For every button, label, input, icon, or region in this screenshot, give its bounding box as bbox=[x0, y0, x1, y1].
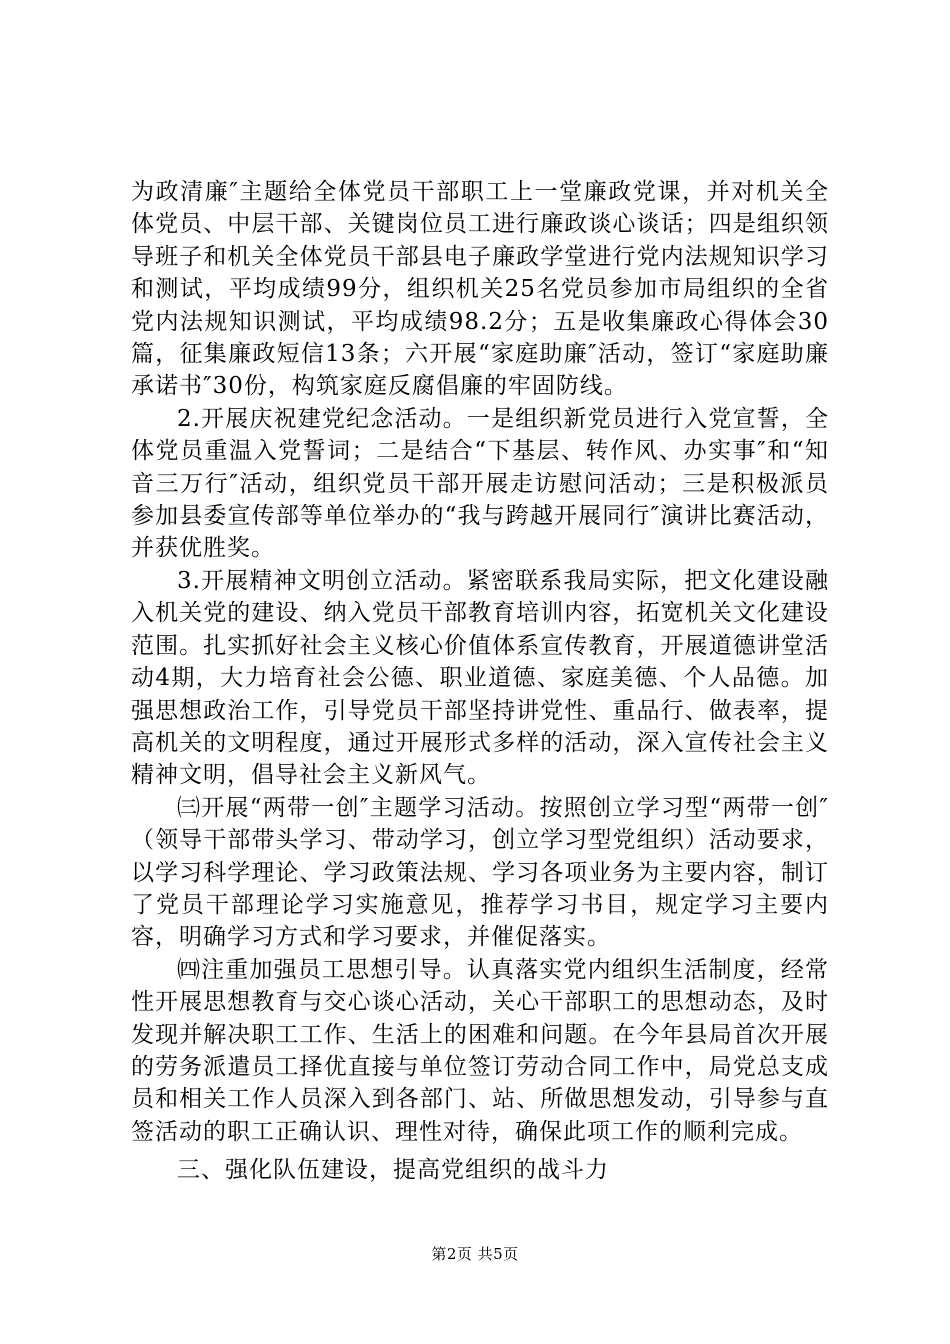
document-body bbox=[131, 176, 829, 1187]
paragraph-staff-guidance: ㈣注重加强员工思想引导。认真落实党内组织生活制度，经常性开展思想教育与交心谈心活动，关心干部职工的思想动态，及时发现并解决职工工作、生活上的困难和问题。在今年县局首次开展的劳务派遣员工择优直接与单位签订劳动合同工作中，局党总支成员和相关工作人员深入到各部门、站、所做思想发动，引导参与直签活动的职工正确认识、理性对待，确保此项工作的顺利完成。 bbox=[131, 956, 829, 1145]
paragraph-study-activity: ㈢开展“两带一创″主题学习活动。按照创立学习型“两带一创″（领导干部带头学习、带动学习，创立学习型党组织）活动要求，以学习科学理论、学习政策法规、学习各项业务为主要内容，制订了党员干部理论学习实施意见，推荐学习书目，规定学习主要内容，明确学习方式和学习要求，并催促落实。 bbox=[131, 794, 829, 951]
paragraph-civilization-creation: 3.开展精神文明创立活动。紧密联系我局实际，把文化建设融入机关党的建设、纳入党员干部教育培训内容，拓宽机关文化建设范围。扎实抓好社会主义核心价值体系宣传教育，开展道德讲堂活动4期，大力培育社会公德、职业道德、家庭美德、个人品德。加强思想政治工作，引导党员干部坚持讲党性、重品行、做表率，提高机关的文明程度，通过开展形式多样的活动，深入宣传社会主义精神文明，倡导社会主义新风气。 bbox=[131, 567, 829, 789]
paragraph-party-anniversary: 2.开展庆祝建党纪念活动。一是组织新党员进行入党宣誓，全体党员重温入党誓词；二是结合“下基层、转作风、办实事″和“知音三万行″活动，组织党员干部开展走访慰问活动；三是积极派员参加县委宣传部等单位举办的“我与跨越开展同行″演讲比赛活动，并获优胜奖。 bbox=[131, 405, 829, 562]
page-footer: 第2页 共5页 bbox=[431, 1245, 519, 1263]
section-heading: 三、强化队伍建设，提高党组织的战斗力 bbox=[177, 1157, 609, 1184]
paragraph-integrity-education: 为政清廉″主题给全体党员干部职工上一堂廉政党课，并对机关全体党员、中层干部、关键岗位员工进行廉政谈心谈话；四是组织领导班子和机关全体党员干部县电子廉政学堂进行党内法规知识学习和测试，平均成绩99分，组织机关25名党员参加市局组织的全省党内法规知识测试，平均成绩98.2分；五是收集廉政心得体会30篇，征集廉政短信13条；六开展“家庭助廉″活动，签订“家庭助廉承诺书″30份，构筑家庭反腐倡廉的牢固防线。 bbox=[131, 179, 829, 400]
